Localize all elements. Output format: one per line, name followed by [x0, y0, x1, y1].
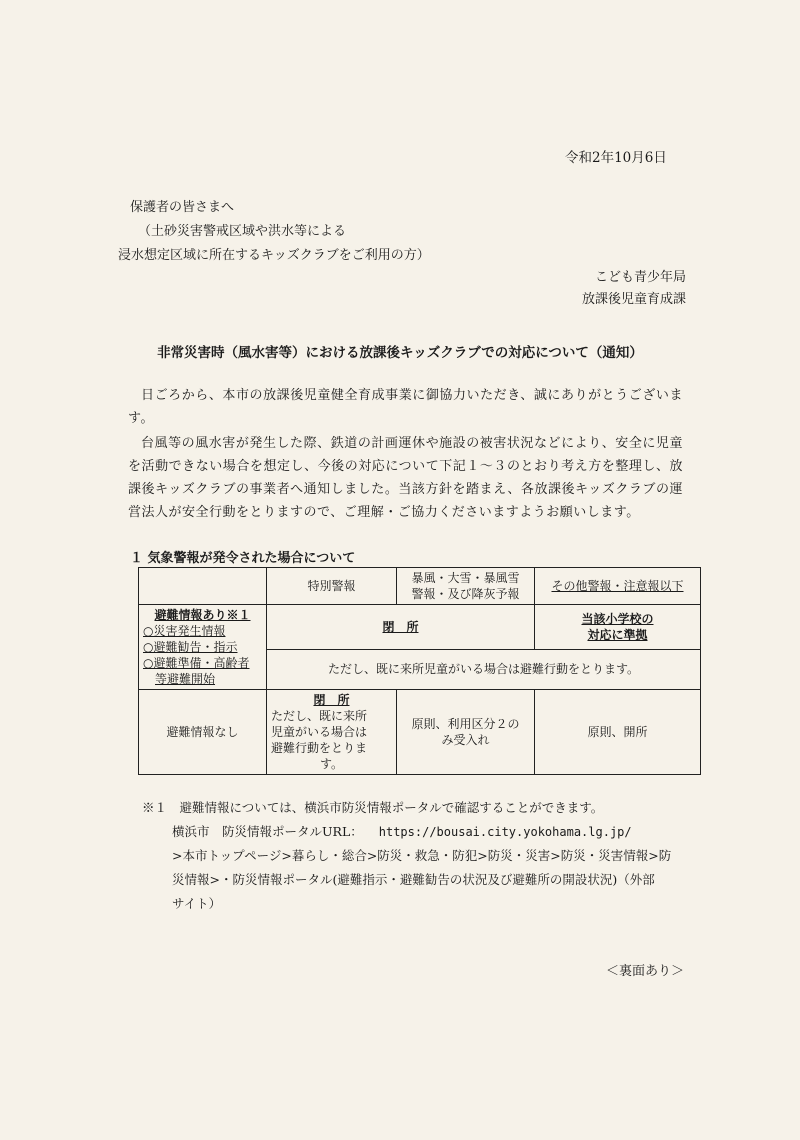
special-warning-closed-cell: 閉 所 ただし、既に来所 児童がいる場合は 避難行動をとりま す。: [267, 690, 397, 775]
footnote-line-3: >本市トップページ>暮らし・総合>防災・救急・防犯>防災・災害>防災・災害情報>防: [172, 848, 672, 863]
reverse-side-note: ＜裏面あり＞: [605, 964, 684, 979]
table-row-none: [139, 690, 701, 775]
header-storm-warning: 暴風・大雪・暴風雪 警報・及び降灰予報: [397, 568, 535, 605]
recipient-detail-1: （土砂災害警戒区域や洪水等による: [138, 224, 347, 239]
header-other-warning: その他警報・注意報以下: [535, 568, 701, 605]
document-title: 非常災害時（風水害等）における放課後キッズクラブでの対応について（通知）: [157, 345, 643, 361]
header-empty-cell: [139, 568, 267, 605]
no-evac-info-cell: 避難情報なし: [139, 690, 267, 775]
closed-cell: 閉 所: [267, 605, 535, 650]
footnote-portal-label: 横浜市 防災情報ポータルURL：: [172, 824, 363, 839]
sender-dept: 放課後児童育成課: [581, 292, 686, 307]
header-special-warning: 特別警報: [267, 568, 397, 605]
footnote-line-5: サイト）: [172, 896, 222, 911]
table-header-row: [139, 568, 701, 605]
portal-url-link[interactable]: https://bousai.city.yokohama.lg.jp/: [378, 825, 632, 839]
evac-info-cell: 避難情報あり※１ ○災害発生情報 ○避難勧告・指示 ○避難準備・高齢者 等避難開始: [139, 605, 267, 690]
recipient-line: 保護者の皆さまへ: [130, 200, 235, 215]
section-heading: １ 気象警報が発令された場合について: [130, 551, 356, 566]
footnote-line-4: 災情報>・防災情報ポータル(避難指示・避難勧告の状況及び避難所の開設状況)（外部: [172, 872, 655, 887]
footnote-portal-line: [172, 824, 632, 839]
evac-note-cell: ただし、既に来所児童がいる場合は避難行動をとります。: [267, 649, 701, 689]
sender-org: こども青少年局: [594, 270, 686, 285]
storm-warning-cell: 原則、利用区分２の み受入れ: [397, 690, 535, 775]
other-warning-open-cell: 原則、開所: [535, 690, 701, 775]
document-date: 令和2年10月6日: [565, 150, 667, 166]
table-row-evac: [139, 605, 701, 650]
paragraph-greeting: 日ごろから、本市の放課後児童健全育成事業に御協力いただき、誠にありがとうございます。: [128, 388, 683, 426]
footnote-line-1: ※１ 避難情報については、横浜市防災情報ポータルで確認することができます。: [142, 800, 604, 815]
recipient-detail-2: 浸水想定区域に所在するキッズクラブをご利用の方）: [118, 248, 430, 263]
alert-response-table: [138, 567, 701, 775]
school-policy-cell: 当該小学校の 対応に準拠: [535, 605, 701, 650]
paragraph-main: 台風等の風水害が発生した際、鉄道の計画運休や施設の被害状況などにより、安全に児童を活動できない場合を想定し、今後の対応について下記１～３のとおり考え方を整理し、放課後キッズクラブの事業者へ通知しました。当該方針を踏まえ、各放課後キッズクラブの運営法人が安全行動をとりますので、ご理解・ご協力くださいますようお願いします。: [128, 436, 683, 520]
